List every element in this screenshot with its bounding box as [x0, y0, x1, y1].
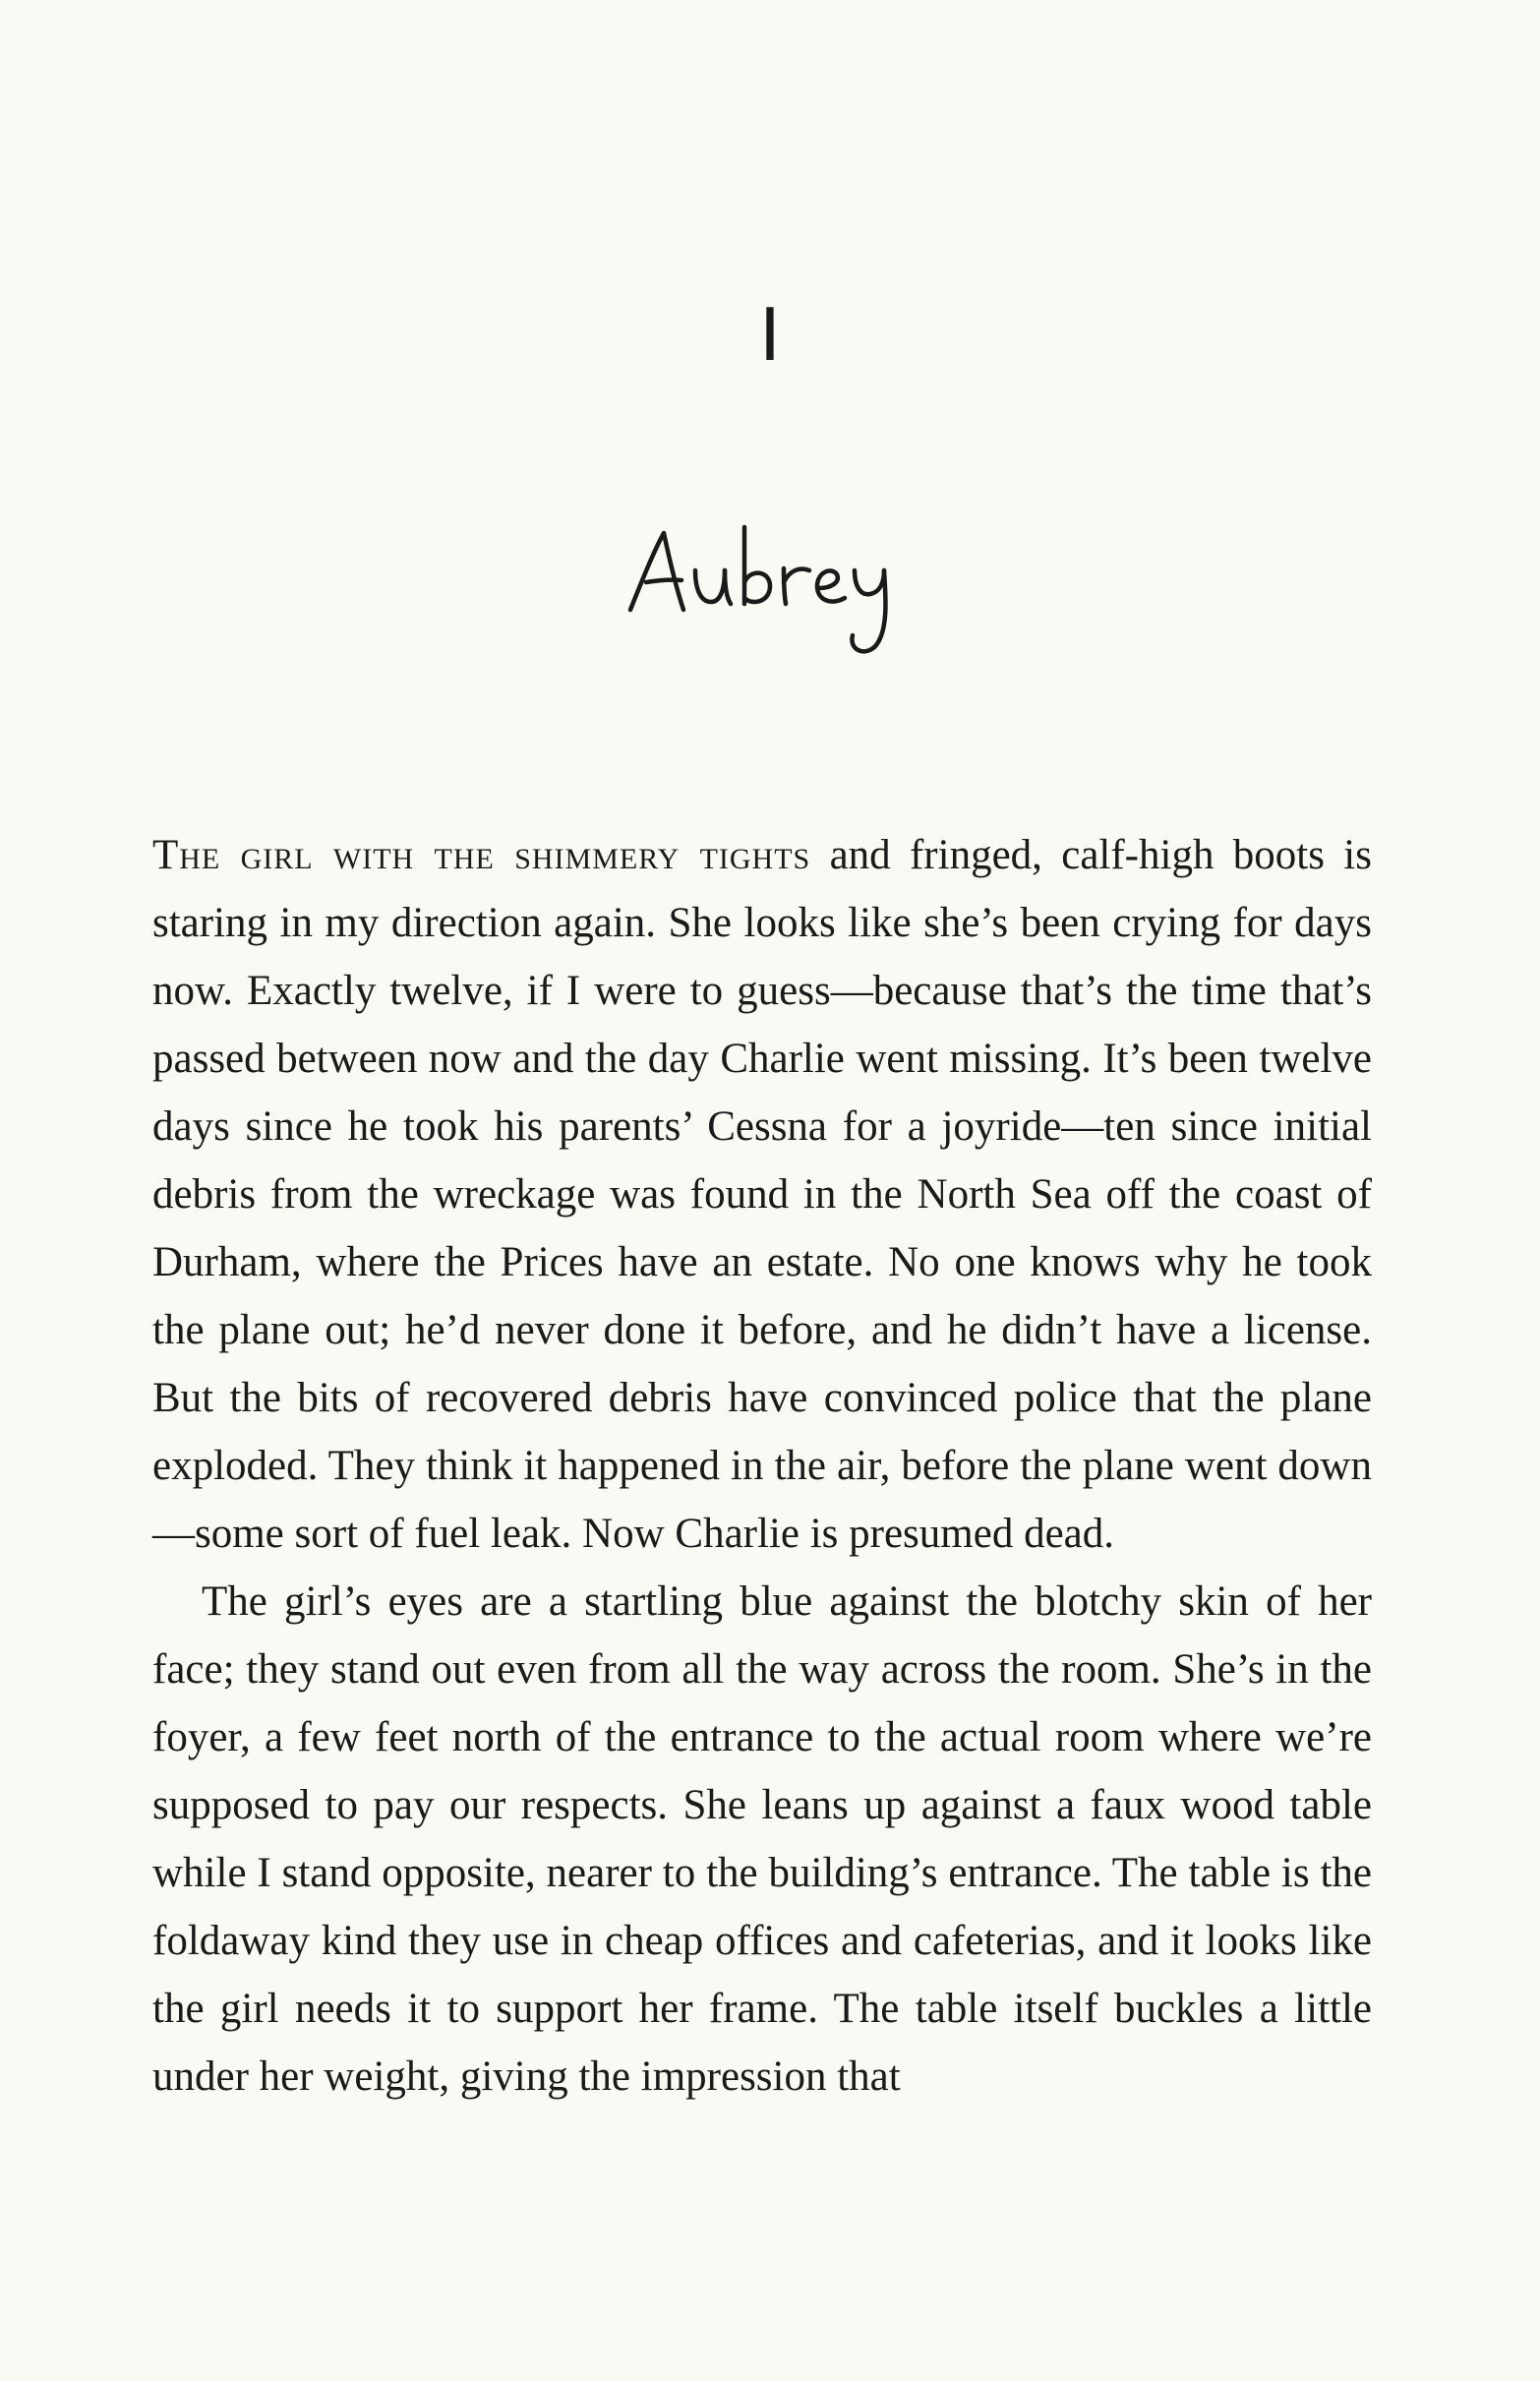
opening-small-caps: The girl with the shimmery tights	[152, 832, 811, 878]
chapter-number: I	[759, 290, 781, 377]
paragraph-2: The girl’s eyes are a startling blue against the blotchy skin of her face; they stand out even from all the way across the room. She’s in the foyer, a few feet north of the entrance to the actual room where we’re supposed to pay our respects. She leans up against a faux wood table while I stand opposite, nearer to the building’s entrance. The table is the foldaway kind they use in cheap offices and cafeterias, and it looks like the girl needs it to support her frame. The table itself buckles a little under her weight, giving the impression that	[152, 1578, 1372, 2100]
chapter-body	[152, 821, 1372, 2111]
handwritten-title-graphic	[613, 492, 927, 669]
paragraph-1-text: and fringed, calf-high boots is staring in my direction again. She looks like she’s been crying for days now. Exactly twelve, if I were to guess—because that’s the time that’s passed between now and the day Charlie went missing. It’s been twelve days since he took his parents’ Cessna for a joyride—ten since initial debris from the wreckage was found in the North Sea off the coast of Durham, where the Prices have an estate. No one knows why he took the plane out; he’d never done it before, and he didn’t have a license. But the bits of recovered debris have convinced police that the plane exploded. They think it happened in the air, before the plane went down—some sort of fuel leak. Now Charlie is presumed dead.	[152, 832, 1372, 1557]
paragraph-1	[152, 821, 1372, 1568]
chapter-title	[0, 492, 1540, 669]
